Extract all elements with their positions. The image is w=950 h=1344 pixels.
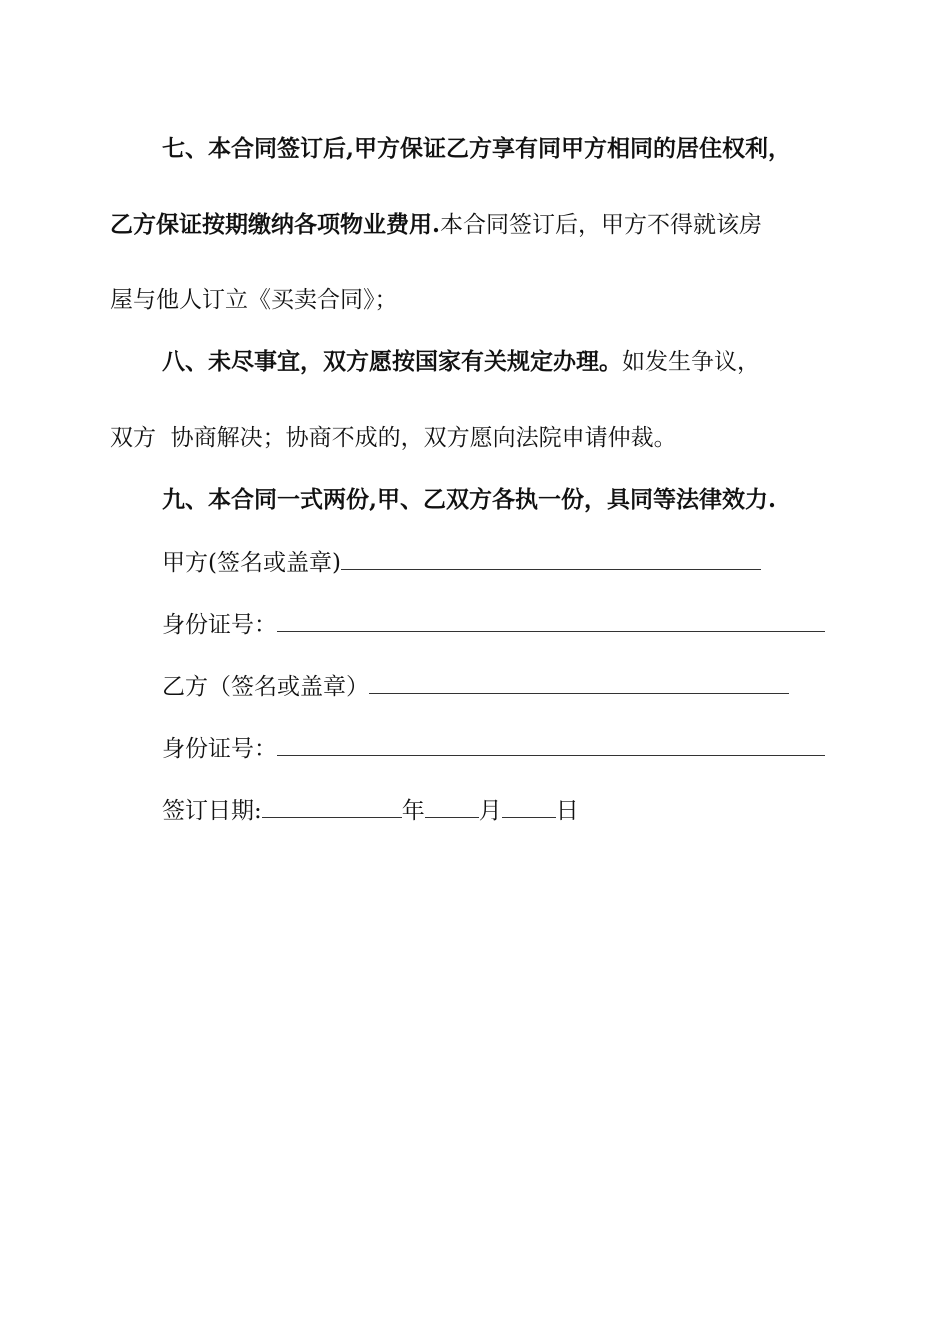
clause7-line1: 七、本合同签订后,甲方保证乙方享有同甲方相同的居住权利， xyxy=(162,135,792,162)
party-b-id-row xyxy=(162,733,825,764)
party-a-label: 甲方(签名或盖章) xyxy=(162,550,341,576)
month-field[interactable] xyxy=(425,795,479,818)
clause8-line1 xyxy=(162,347,760,377)
party-a-id-label: 身份证号： xyxy=(162,612,277,638)
clause8-line2: 双方 协商解决；协商不成的，双方愿向法院申请仲裁。 xyxy=(110,425,677,451)
year-field[interactable] xyxy=(262,795,402,818)
party-a-signature-field[interactable] xyxy=(341,547,761,570)
day-field[interactable] xyxy=(502,795,556,818)
month-label: 月 xyxy=(478,798,502,824)
clause8-line1-bold: 八、未尽事宜，双方愿按国家有关规定办理。 xyxy=(162,348,622,375)
party-b-label: 乙方（签名或盖章） xyxy=(162,674,369,700)
signing-date-row xyxy=(162,795,579,826)
party-a-signature-row xyxy=(162,547,761,578)
day-label: 日 xyxy=(555,798,579,824)
clause7-line2-bold: 乙方保证按期缴纳各项物业费用. xyxy=(110,211,441,238)
clause9-line1: 九、本合同一式两份,甲、乙双方各执一份，具同等法律效力. xyxy=(162,486,777,513)
year-label: 年 xyxy=(401,798,425,824)
party-a-id-row xyxy=(162,609,825,640)
clause8-line1-normal: 如发生争议， xyxy=(622,349,760,375)
party-b-id-label: 身份证号： xyxy=(162,736,277,762)
clause7-line3: 屋与他人订立《买卖合同》； xyxy=(110,287,398,313)
clause7-line2 xyxy=(110,210,762,240)
clause7-line2-normal: 本合同签订后，甲方不得就该房 xyxy=(440,212,763,238)
party-b-signature-row xyxy=(162,671,789,702)
date-label: 签订日期: xyxy=(162,798,262,824)
party-a-id-field[interactable] xyxy=(277,609,825,632)
party-b-signature-field[interactable] xyxy=(369,671,789,694)
party-b-id-field[interactable] xyxy=(277,733,825,756)
